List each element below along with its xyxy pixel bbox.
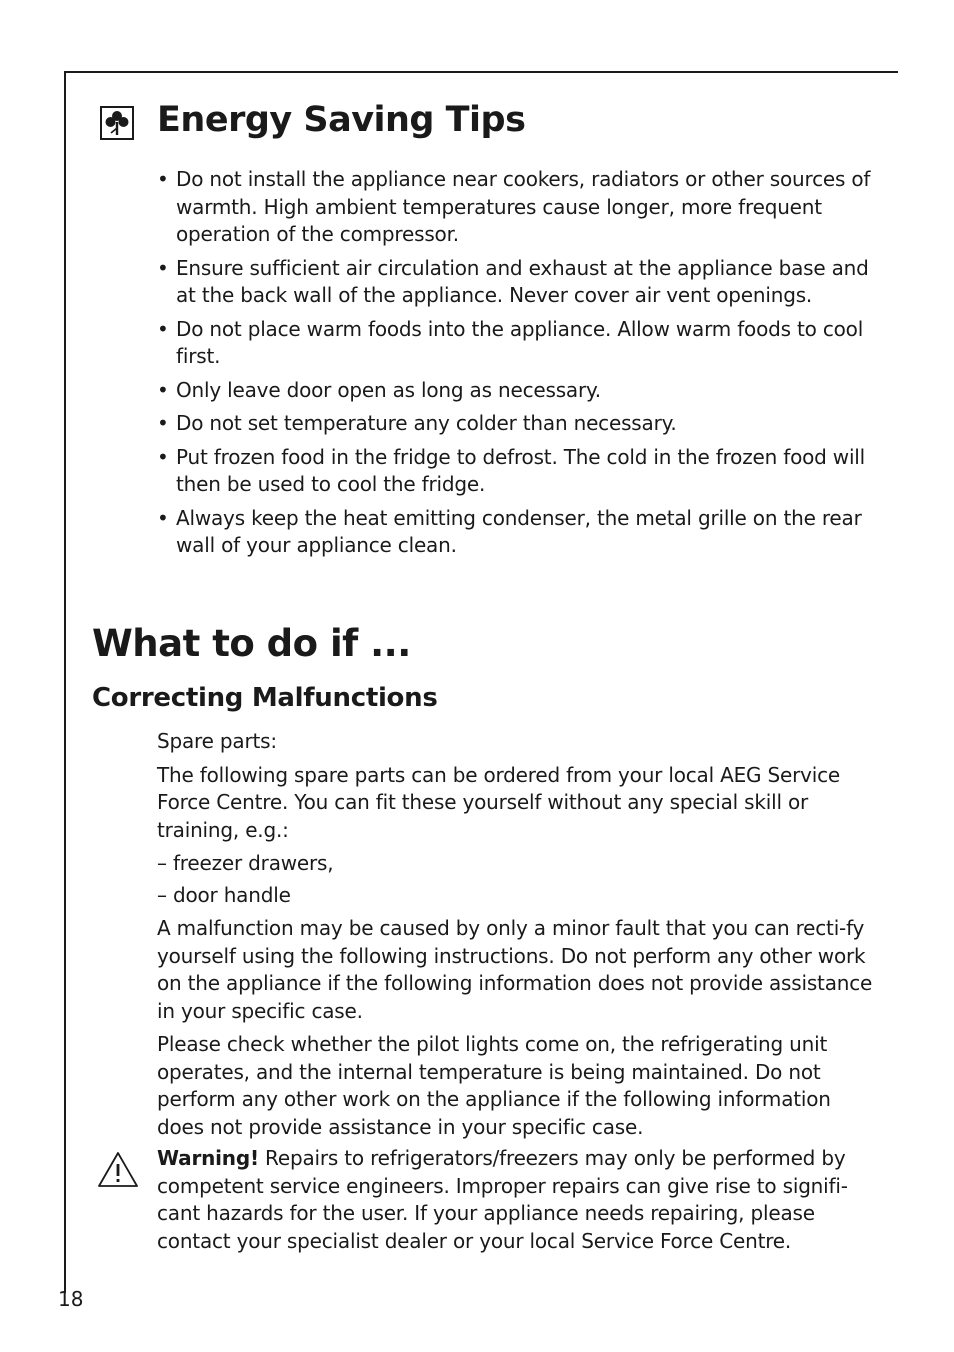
page-frame-top-rule <box>64 71 898 73</box>
warning-paragraph <box>157 1145 877 1255</box>
list-item <box>157 410 882 438</box>
check-paragraph: Please check whether the pilot lights come on, the refrigerating unit operates, and the internal temperature is being maintained. Do not perform any other work on the appliance if the following information does not provide assistance in your specific case. <box>157 1032 831 1139</box>
list-item <box>157 505 882 560</box>
bullet-glyph: • <box>157 316 169 341</box>
energy-tips-list <box>157 166 882 566</box>
list-item <box>157 166 882 249</box>
list-item <box>157 316 882 371</box>
tip-text: Ensure sufficient air circulation and exhaust at the appliance base and at the back wall of the appliance. Never cover air vent openings. <box>176 255 869 307</box>
bullet-glyph: • <box>157 377 169 402</box>
tip-text: Put frozen food in the fridge to defrost. The cold in the frozen food will then be used to cool the fridge. <box>176 444 866 496</box>
tip-text: Always keep the heat emitting condenser, the metal grille on the rear wall of your appliance clean. <box>176 505 862 557</box>
tip-text: Do not install the appliance near cookers, radiators or other sources of warmth. High ambient temperatures cause longer, more frequent operation of the compressor. <box>176 167 871 246</box>
bullet-glyph: • <box>157 505 169 530</box>
tip-text: Do not place warm foods into the appliance. Allow warm foods to cool first. <box>176 316 864 368</box>
page-frame-left-rule <box>64 71 66 1293</box>
list-item <box>157 444 882 499</box>
what-to-do-if-title: What to do if ... <box>92 622 411 665</box>
spare-part-item: – door handle <box>157 882 291 907</box>
list-item <box>157 377 882 405</box>
bullet-glyph: • <box>157 167 169 191</box>
malfunction-paragraph: A malfunction may be caused by only a minor fault that you can recti-fy yourself using the following instructions. Do not perform any other work on the appliance if the following information does not provide assistance in your specific case. <box>157 916 873 1023</box>
bullet-glyph: • <box>157 444 169 469</box>
bullet-glyph: • <box>157 255 169 280</box>
malfunctions-body <box>157 728 877 1147</box>
bullet-glyph: • <box>157 411 169 435</box>
warning-label: Warning! <box>157 1146 259 1170</box>
spare-parts-label: Spare parts: <box>157 729 277 753</box>
tip-text: Do not set temperature any colder than necessary. <box>176 411 677 435</box>
energy-saving-title: Energy Saving Tips <box>157 100 526 140</box>
clover-leaf-icon <box>100 106 134 140</box>
warning-triangle-icon <box>96 1150 140 1190</box>
tip-text: Only leave door open as long as necessary. <box>176 377 601 402</box>
warning-text: Repairs to refrigerators/freezers may only be performed by competent service engineers. Improper repairs can give rise to signifi-cant hazards for the user. If your appliance needs repairing, please contact your specialist dealer or your local Service Force Centre. <box>157 1146 848 1253</box>
spare-parts-intro: The following spare parts can be ordered from your local AEG Service Force Centre. You can fit these yourself without any special skill or training, e.g.: <box>157 762 841 842</box>
correcting-malfunctions-heading: Correcting Malfunctions <box>92 683 438 713</box>
list-item <box>157 255 882 310</box>
page-number: 18 <box>58 1287 84 1311</box>
spare-part-item: – freezer drawers, <box>157 851 334 875</box>
